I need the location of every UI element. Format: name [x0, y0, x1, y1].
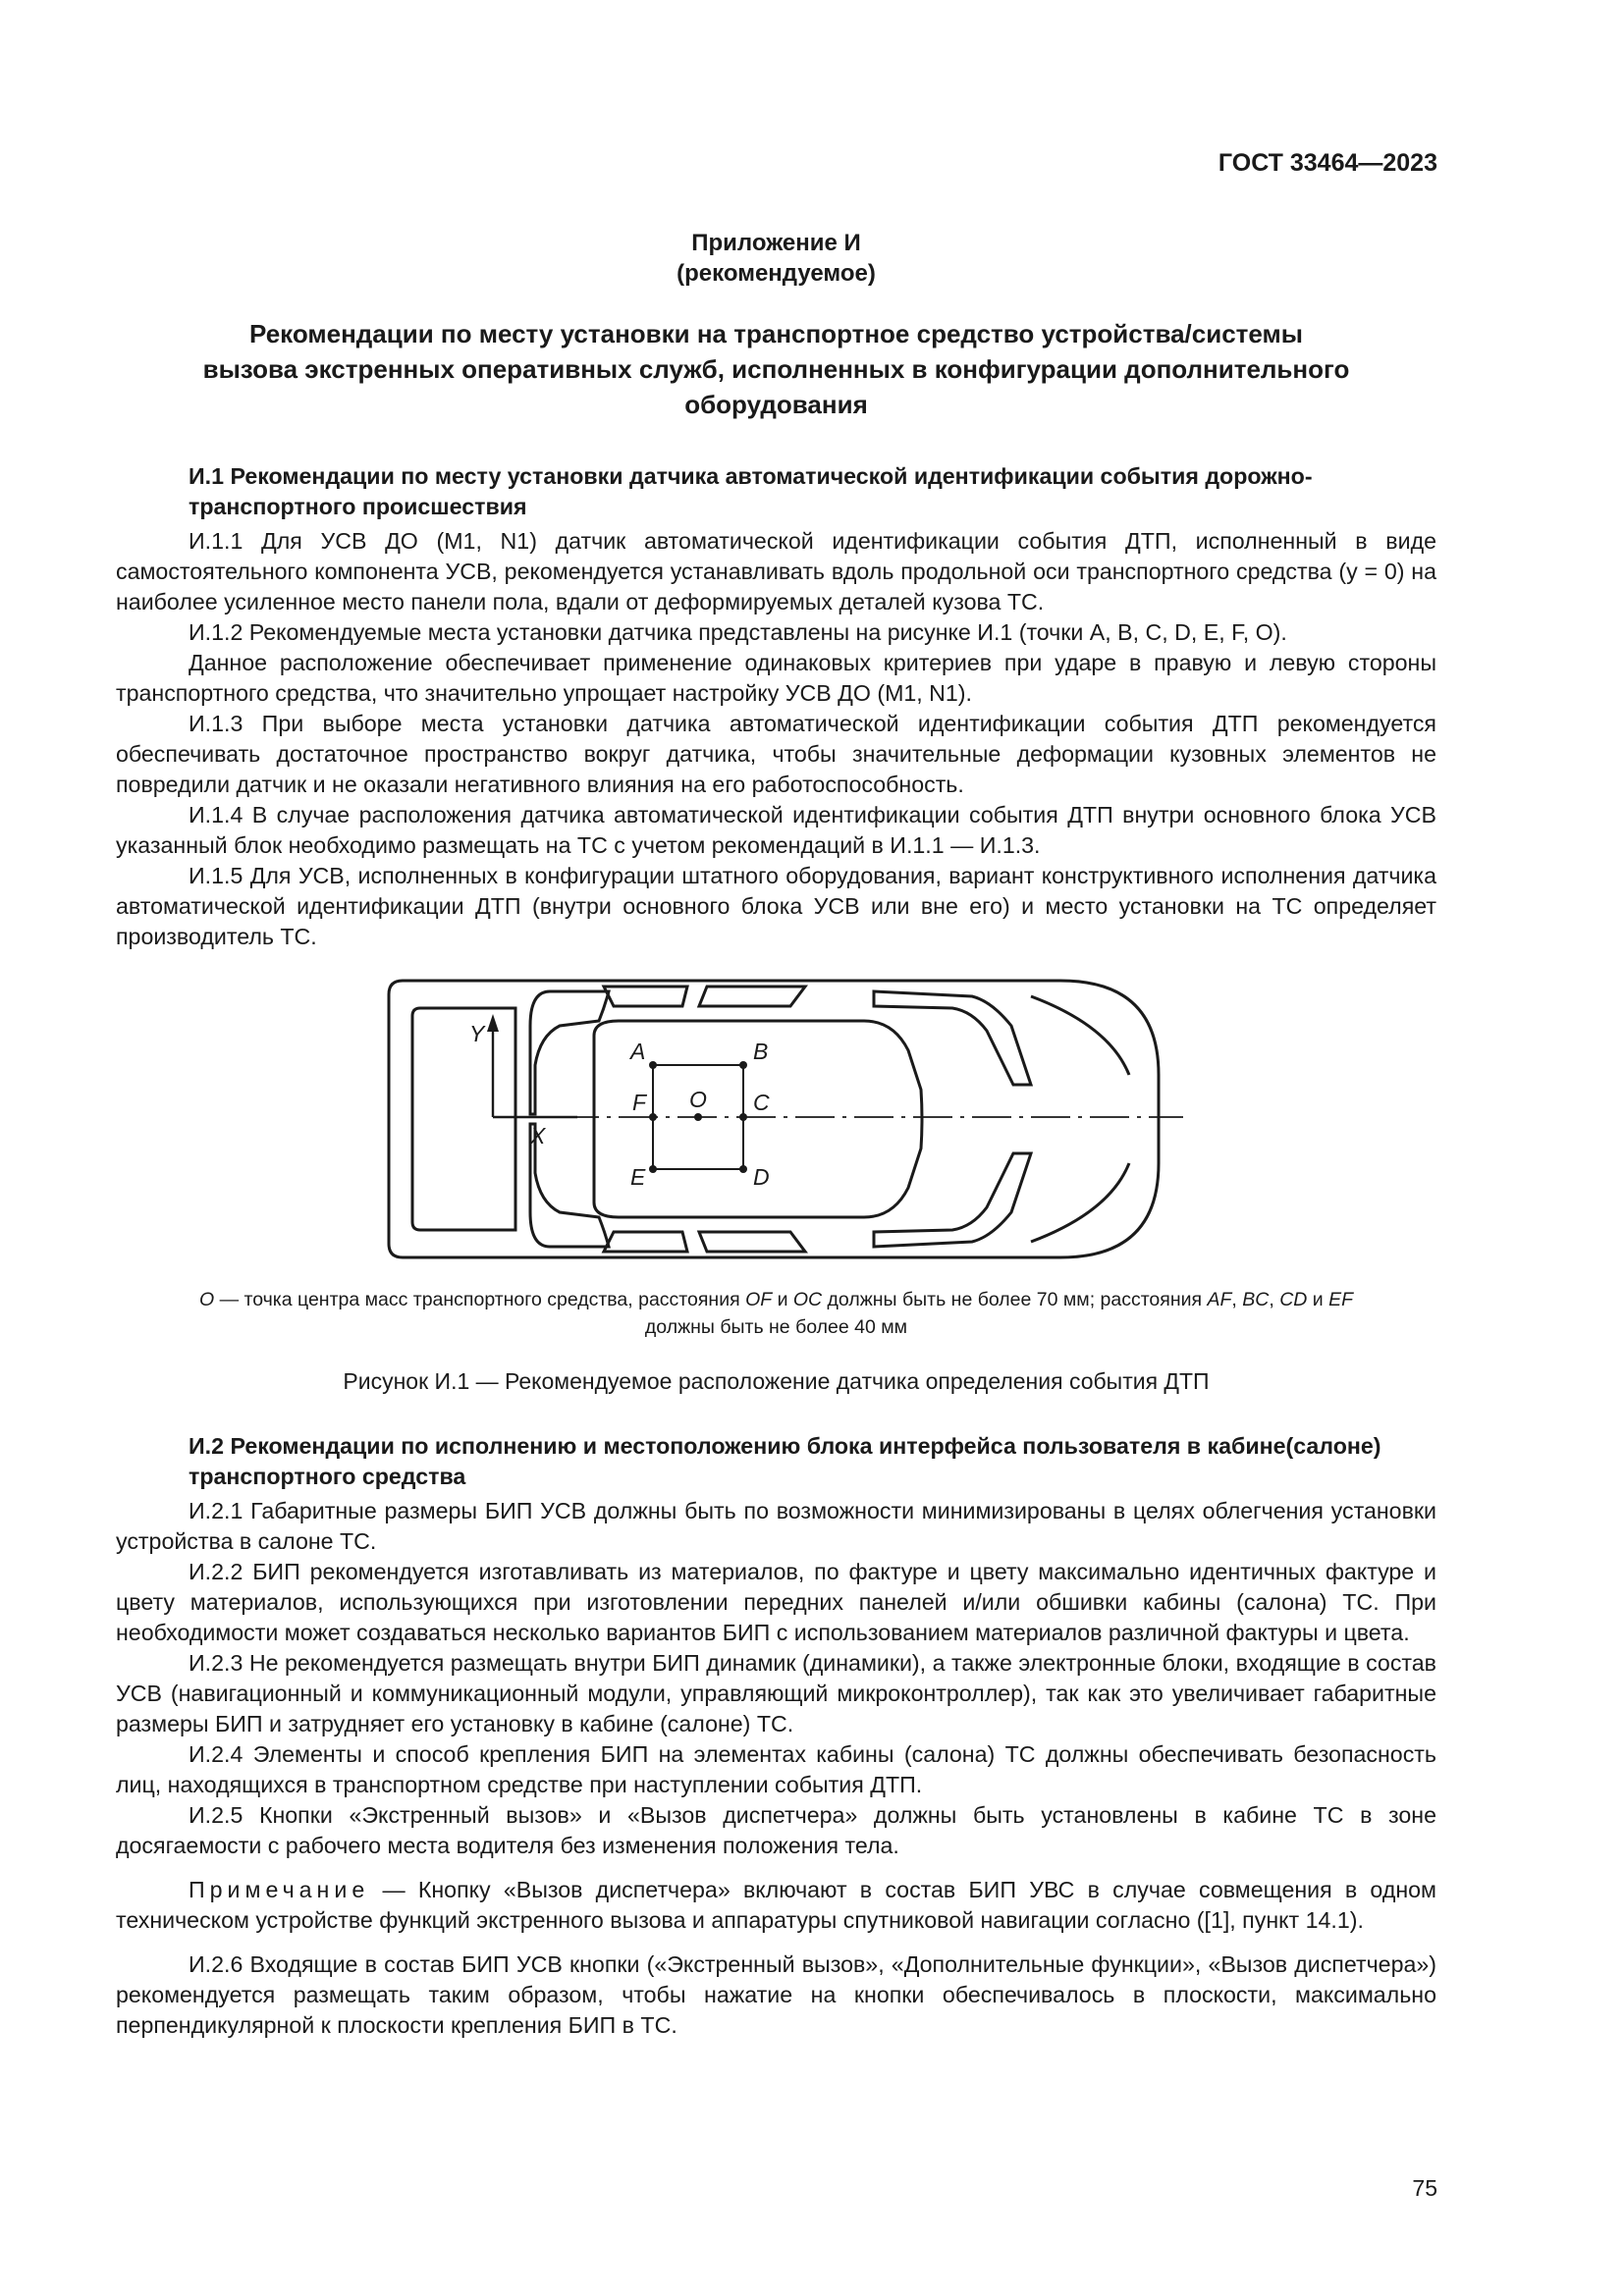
document-code: ГОСТ 33464—2023	[1218, 149, 1437, 177]
rear-section-outline	[412, 1008, 515, 1230]
appendix-title	[116, 316, 1436, 422]
right-window-rear	[604, 1232, 687, 1252]
point-c-marker	[739, 1113, 747, 1121]
paragraph-2-6: И.2.6 Входящие в состав БИП УСВ кнопки («Экстренный вызов», «Дополнительные функции», «Вызов диспетчера») рекомендуется размещать таким образом, чтобы нажатие на кнопки обеспечивалось в плоскости, максимально перпендикулярной к плоскости крепления БИП в ТС.	[116, 1951, 1436, 2038]
point-e-marker	[649, 1165, 657, 1173]
right-window-front	[699, 1232, 805, 1252]
paragraph-1-1-1: И.1.1 Для УСВ ДО (М1, N1) датчик автоматической идентификации события ДТП, исполненный в виде самостоятельного компонента УСВ, рекомендуется устанавливать вдоль продольной оси транспортного средства (у = 0) на наиболее усиленное место панели пола, вдали от деформируемых деталей кузова ТС.	[116, 528, 1436, 614]
note-text: — Кнопку «Вызов диспетчера» включают в состав БИП УВС в случае совмещения в одном техническом устройстве функций экстренного вызова и аппаратуры спутниковой навигации согласно ([1], пункт 14.1).	[116, 1877, 1436, 1933]
paragraph-2-1: И.2.1 Габаритные размеры БИП УСВ должны быть по возможности минимизированы в целях облегчения установки устройства в салоне ТС.	[116, 1498, 1436, 1554]
point-d-marker	[739, 1165, 747, 1173]
point-d-label: D	[753, 1164, 770, 1190]
paragraph-1-1-3: И.1.3 При выборе места установки датчика автоматической идентификации события ДТП рекомендуется обеспечивать достаточное пространство вокруг датчика, чтобы значительные деформации кузовных элементов не повредили датчик и не оказали негативного влияния на его работоспособность.	[116, 711, 1436, 797]
figure-note-line2: должны быть не более 40 мм	[644, 1316, 908, 1338]
appendix-label: Приложение И	[691, 230, 861, 256]
figure-note	[116, 1286, 1436, 1341]
point-b-label: B	[753, 1039, 769, 1064]
appendix-title-line2: вызова экстренных оперативных служб, исполненных в конфигурации дополнительного	[202, 354, 1350, 384]
windshield-upper	[874, 991, 1031, 1085]
paragraph-2-2: И.2.2 БИП рекомендуется изготавливать из материалов, по фактуре и цвету максимально идентичных фактуре и цвету материалов, использующихся при изготовлении передних панелей и/или обшивки кабины (салона) ТС. При необходимости может создаваться несколько вариантов БИП с использованием материалов различной фактуры и цвета.	[116, 1559, 1436, 1645]
y-axis-label: Y	[469, 1021, 485, 1046]
point-c-label: C	[753, 1090, 770, 1115]
figure-title: Рисунок И.1 — Рекомендуемое расположение датчика определения события ДТП	[343, 1368, 1210, 1394]
y-axis-arrow-icon	[487, 1014, 499, 1032]
appendix-status: (рекомендуемое)	[677, 260, 876, 287]
note-label: Примечание	[189, 1877, 370, 1902]
point-f-label: F	[632, 1090, 647, 1115]
car-sensor-diagram	[383, 967, 1188, 1271]
section-1-heading: И.1 Рекомендации по месту установки датчика автоматической идентификации события дорожно-транспортного происшествия	[189, 463, 1313, 519]
paragraph-2-5: И.2.5 Кнопки «Экстренный вызов» и «Вызов диспетчера» должны быть установлены в кабине ТС в зоне досягаемости с рабочего места водителя без изменения положения тела.	[116, 1802, 1436, 1858]
section-1	[116, 461, 1436, 952]
figure-note-line1: O — точка центра масс транспортного средства, расстояния OF и OC должны быть не более 70 мм; расстояния AF, BC, CD и EF	[198, 1289, 1354, 1310]
hood-line-upper	[1031, 996, 1129, 1075]
paragraph-2-4: И.2.4 Элементы и способ крепления БИП на элементах кабины (салона) ТС должны обеспечивать безопасность лиц, находящихся в транспортном средстве при наступлении события ДТП.	[116, 1741, 1436, 1797]
point-e-label: E	[630, 1164, 646, 1190]
paragraph-1-1-2: И.1.2 Рекомендуемые места установки датчика представлены на рисунке И.1 (точки A, B, C, D, E, F, O).	[189, 619, 1287, 645]
point-o-label: O	[689, 1087, 707, 1112]
windshield-lower	[874, 1153, 1031, 1247]
appendix-title-line1: Рекомендации по месту установки на транспортное средство устройства/системы	[249, 319, 1303, 348]
point-f-marker	[649, 1113, 657, 1121]
appendix-heading	[116, 228, 1436, 289]
paragraph-1-1-2-cont: Данное расположение обеспечивает применение одинаковых критериев при ударе в правую и левую стороны транспортного средства, что значительно упрощает настройку УСВ ДО (М1, N1).	[116, 650, 1436, 706]
paragraph-1-1-4: И.1.4 В случае расположения датчика автоматической идентификации события ДТП внутри основного блока УСВ указанный блок необходимо размещать на ТС с учетом рекомендаций в И.1.1 — И.1.3.	[116, 802, 1436, 858]
paragraph-1-1-5: И.1.5 Для УСВ, исполненных в конфигурации штатного оборудования, вариант конструктивного исполнения датчика автоматической идентификации ДТП (внутри основного блока УСВ или вне его) и место установки на ТС определяет производитель ТС.	[116, 863, 1436, 949]
page-number: 75	[1412, 2175, 1437, 2201]
paragraph-2-3: И.2.3 Не рекомендуется размещать внутри БИП динамик (динамики), а также электронные блоки, входящие в состав УСВ (навигационный и коммуникационный модули, управляющий микроконтроллер), так как это увеличивает габаритные размеры БИП и затрудняет его установку в кабине (салоне) ТС.	[116, 1650, 1436, 1736]
point-b-marker	[739, 1061, 747, 1069]
x-axis-label: X	[530, 1123, 546, 1148]
appendix-title-line3: оборудования	[684, 390, 868, 419]
section-2	[116, 1431, 1436, 2041]
point-a-marker	[649, 1061, 657, 1069]
point-o-marker	[694, 1113, 702, 1121]
note-paragraph	[116, 1875, 1436, 1936]
left-window-rear	[604, 987, 687, 1006]
left-window-front	[699, 987, 805, 1006]
hood-line-lower	[1031, 1163, 1129, 1242]
point-a-label: A	[630, 1039, 646, 1064]
section-2-heading: И.2 Рекомендации по исполнению и местоположению блока интерфейса пользователя в кабине(салоне) транспортного средства	[189, 1433, 1381, 1489]
left-rear-panel	[530, 991, 609, 1114]
